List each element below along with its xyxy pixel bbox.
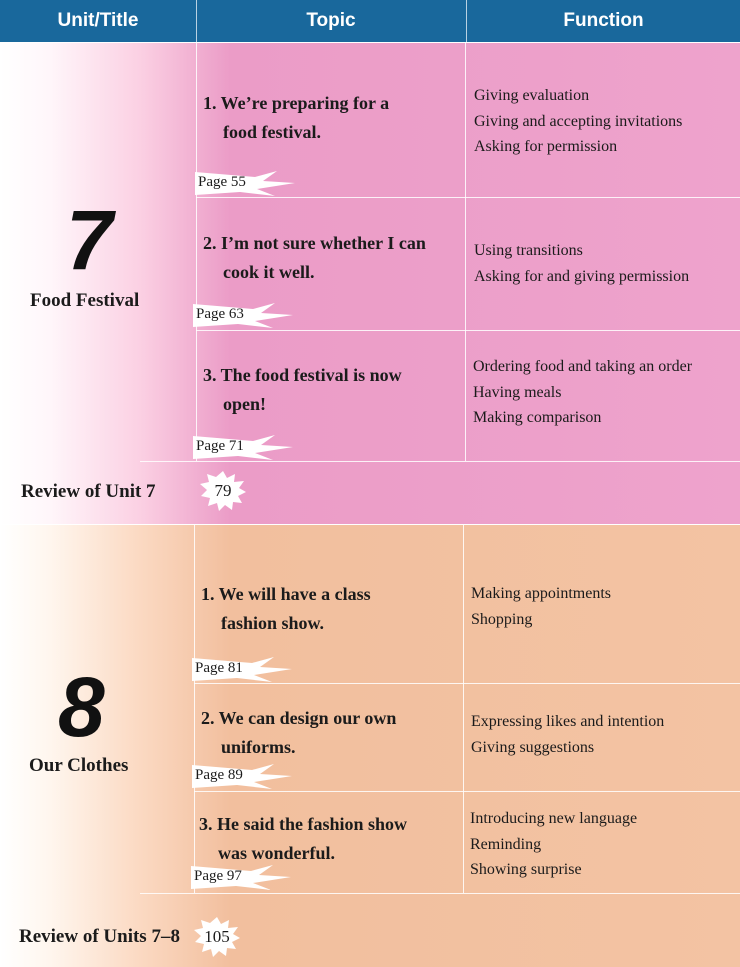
function-item: Introducing new language (470, 810, 638, 827)
page-tag (195, 169, 295, 197)
function-item: Making comparison (473, 409, 602, 426)
review-label[interactable]: Review of Units 7–8 (19, 926, 180, 947)
unit-title: Our Clothes (29, 755, 129, 776)
page-number: Page 97 (194, 868, 242, 884)
page-tag (192, 762, 292, 790)
topic-title[interactable] (201, 704, 396, 762)
page-number: Page 81 (195, 660, 243, 676)
topic-line: 3. The food festival is now (203, 365, 402, 385)
function-list (474, 238, 689, 289)
topic-line: food festival. (223, 122, 321, 142)
unit-7-section (0, 43, 740, 524)
function-item: Shopping (471, 610, 533, 628)
header-unit-title: Unit/Title (57, 10, 139, 31)
topic-title[interactable] (203, 89, 389, 147)
topic-line: 1. We will have a class (201, 584, 371, 604)
function-item: Ordering food and taking an order (473, 358, 693, 375)
page-number: Page 89 (195, 767, 243, 783)
column-divider (196, 43, 197, 461)
review-page: 105 (204, 927, 230, 946)
row-divider (196, 330, 740, 331)
row-divider (140, 461, 740, 462)
function-list (470, 806, 637, 883)
row-divider (194, 683, 740, 684)
column-divider (463, 525, 464, 893)
page-number: Page 71 (196, 438, 244, 454)
page-tag (193, 301, 293, 329)
function-item: Giving and accepting invitations (474, 112, 683, 130)
topic-line: cook it well. (223, 262, 315, 282)
function-item: Asking for and giving permission (474, 267, 690, 285)
unit-number: 7 (66, 193, 113, 287)
function-item: Reminding (470, 835, 542, 853)
row-divider (140, 893, 740, 894)
function-list (471, 581, 611, 632)
table-header (0, 0, 740, 42)
topic-title[interactable] (199, 810, 407, 868)
function-item: Giving evaluation (474, 87, 590, 104)
page-number: Page 63 (196, 306, 244, 322)
function-item: Showing surprise (470, 861, 582, 878)
function-item: Using transitions (474, 242, 583, 259)
page-tag (193, 433, 293, 461)
review-label[interactable]: Review of Unit 7 (21, 481, 156, 502)
review-page-badge (200, 471, 246, 511)
topic-line: 2. I’m not sure whether I can (203, 233, 426, 253)
row-divider (194, 791, 740, 792)
header-function: Function (563, 10, 644, 31)
topic-title[interactable] (203, 361, 402, 419)
function-item: Asking for permission (474, 138, 618, 155)
page-tag (192, 655, 292, 683)
topic-line: fashion show. (221, 613, 325, 633)
function-item: Expressing likes and intention (471, 713, 665, 730)
unit-title: Food Festival (30, 290, 140, 311)
function-list (471, 709, 664, 760)
function-item: Giving suggestions (471, 738, 595, 756)
header-topic: Topic (306, 10, 356, 31)
page-number: Page 55 (198, 174, 246, 190)
topic-line: 1. We’re preparing for a (203, 93, 390, 113)
topic-line: uniforms. (221, 737, 296, 757)
topic-line: 3. He said the fashion show (199, 814, 408, 834)
function-list (473, 354, 692, 431)
topic-line: open! (223, 394, 267, 414)
topic-line: was wonderful. (218, 843, 336, 863)
function-item: Making appointments (471, 585, 611, 602)
column-divider (194, 525, 195, 893)
topic-line: 2. We can design our own (201, 708, 397, 728)
review-page: 79 (214, 481, 232, 500)
column-divider (465, 43, 466, 461)
function-list (474, 83, 682, 160)
unit-number: 8 (58, 660, 105, 754)
page-tag (191, 863, 291, 891)
review-page-badge (194, 917, 240, 957)
function-item: Having meals (473, 383, 562, 401)
topic-title[interactable] (201, 580, 371, 638)
topic-title[interactable] (203, 229, 426, 287)
unit-8-section (0, 525, 740, 967)
row-divider (196, 197, 740, 198)
